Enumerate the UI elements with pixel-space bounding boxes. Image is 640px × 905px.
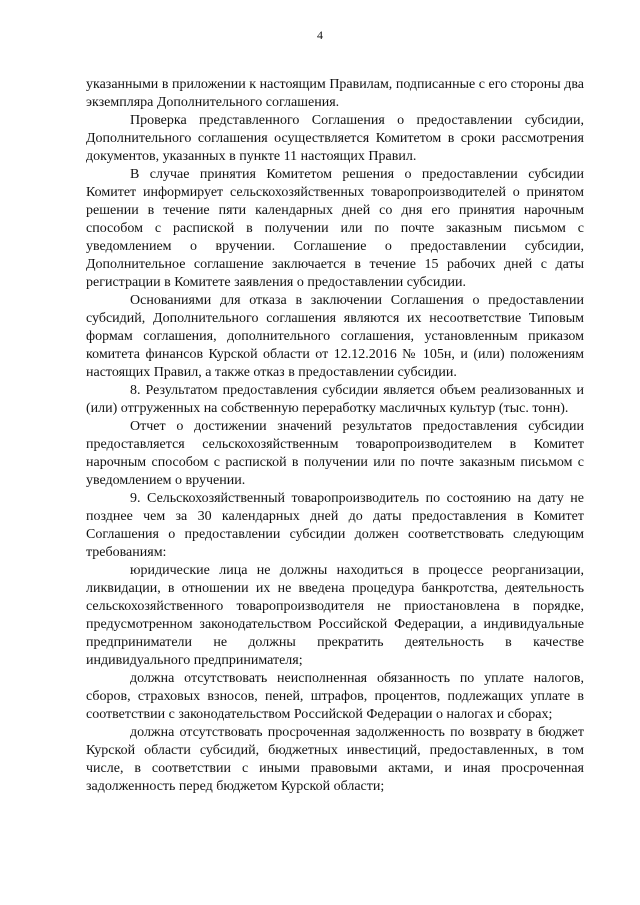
paragraph-agreement-check: Проверка представленного Соглашения о предоставлении субсидии, Дополнительного соглашения осуществляется Комитетом в сроки рассмотрения документов, указанных в пункте 11 настоящих Правил. — [86, 113, 584, 164]
paragraph-continuation: указанными в приложении к настоящим Правилам, подписанные с его стороны два экземпляра Дополнительного соглашения. — [86, 77, 584, 110]
paragraph-requirement-debt: должна отсутствовать просроченная задолженность по возврату в бюджет Курской области субсидий, бюджетных инвестиций, предоставленных, в том числе, в соответствии с иными правовыми актами, и иная просроченная задолженность перед бюджетом Курской области; — [86, 725, 584, 794]
paragraph-decision-notice: В случае принятия Комитетом решения о предоставлении субсидии Комитет информирует сельскохозяйственных товаропроизводителей о принятом решении в течение пяти календарных дней со дня его принятия нарочным способом с распиской в получении или по почте заказным письмом с уведомлением о вручении. Соглашение о предоставлении субсидии, Дополнительное соглашение заключается в течение 15 рабочих дней с даты регистрации в Комитете заявления о предоставлении субсидии. — [86, 167, 584, 290]
paragraph-item-9: 9. Сельскохозяйственный товаропроизводитель по состоянию на дату не позднее чем за 30 календарных дней до даты предоставления в Комитет Соглашения о предоставлении субсидии должен соответствовать следующим требованиям: — [86, 491, 584, 560]
document-body — [86, 76, 584, 796]
paragraph-requirement-taxes: должна отсутствовать неисполненная обязанность по уплате налогов, сборов, страховых взносов, пеней, штрафов, процентов, подлежащих уплате в соответствии с законодательством Российской Федерации о налогах и сборах; — [86, 671, 584, 722]
paragraph-report: Отчет о достижении значений результатов предоставления субсидии предоставляется сельскохозяйственным товаропроизводителем в Комитет нарочным способом с распиской в получении или по почте заказным письмом с уведомлением о вручении. — [86, 419, 584, 488]
paragraph-requirement-legal-entities: юридические лица не должны находиться в процессе реорганизации, ликвидации, в отношении их не введена процедура банкротства, деятельность сельскохозяйственного товаропроизводителя не приостановлена в порядке, предусмотренном законодательством Российской Федерации, а индивидуальные предприниматели не должны прекратить деятельность в качестве индивидуального предпринимателя; — [86, 563, 584, 668]
paragraph-refusal-grounds: Основаниями для отказа в заключении Соглашения о предоставлении субсидий, Дополнительного соглашения являются их несоответствие Типовым формам соглашения, дополнительного соглашения, установленным приказом комитета финансов Курской области от 12.12.2016 № 105н, и (или) положениям настоящих Правил, а также отказ в предоставлении субсидии. — [86, 293, 584, 380]
paragraph-item-8: 8. Результатом предоставления субсидии является объем реализованных и (или) отгруженных на собственную переработку масличных культур (тыс. тонн). — [86, 383, 584, 416]
page-number: 4 — [317, 28, 323, 42]
